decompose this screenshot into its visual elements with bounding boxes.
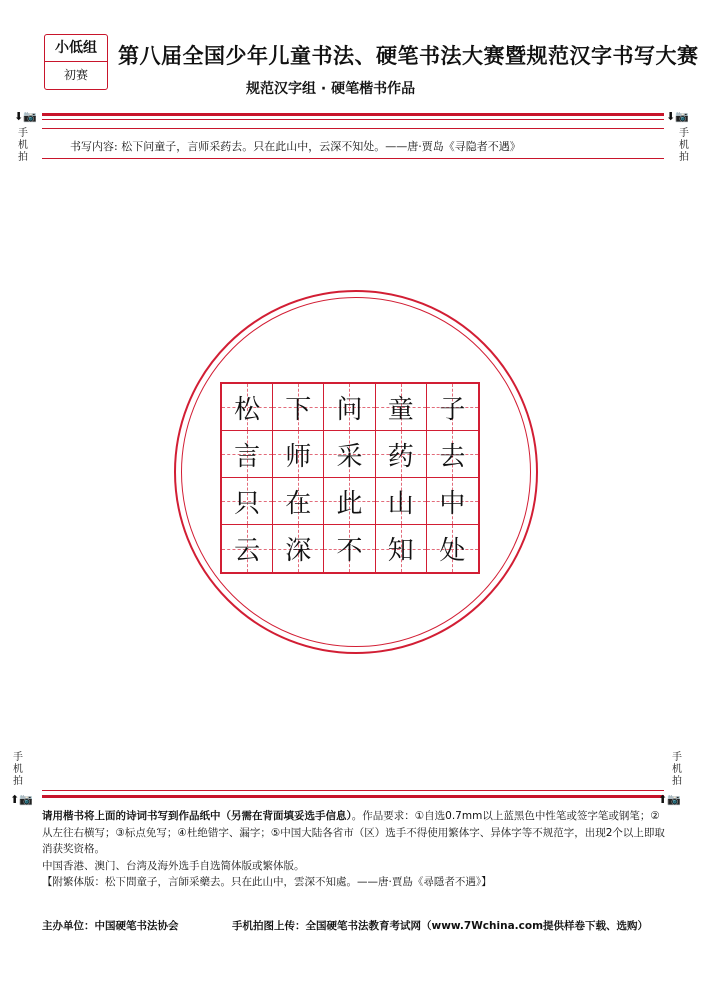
grid-cell — [376, 478, 427, 525]
grid-character: 药 — [387, 441, 414, 472]
grid-character: 师 — [285, 441, 312, 472]
badge-group-label: 小低组 — [45, 35, 107, 62]
grid-character: 处 — [439, 536, 466, 566]
grid-character: 在 — [285, 488, 312, 519]
grid-cell — [427, 478, 478, 525]
grid-character: 不 — [336, 536, 363, 566]
grid-cell — [273, 384, 324, 431]
grid-character: 下 — [285, 394, 312, 425]
content-rule-bottom — [42, 158, 664, 159]
grid-cell — [324, 478, 375, 525]
grid-cell — [222, 431, 273, 478]
grid-character: 子 — [439, 394, 466, 425]
page-title: 第八届全国少年儿童书法、硬笔书法大赛暨规范汉字书写大赛 — [118, 43, 699, 68]
bottom-rule-thin — [42, 790, 664, 791]
writing-content-text: 松下问童子，言师采药去。只在此山中，云深不知处。——唐·贾岛《寻隐者不遇》 — [121, 140, 521, 153]
grid-cell — [222, 384, 273, 431]
grid-character: 深 — [285, 536, 312, 566]
grid-character: 言 — [234, 441, 261, 472]
grid-cell — [376, 525, 427, 572]
grid-character: 中 — [439, 488, 466, 519]
grid-character: 松 — [234, 394, 261, 425]
footer-upload: 手机拍图上传：全国硬笔书法教育考试网（www.7Wchina.com提供样卷下载、选购） — [232, 920, 649, 932]
instructions-lead: 请用楷书将上面的诗词书写到作品纸中（另需在背面填妥选手信息） — [42, 810, 352, 822]
side-label-top-right: 手机拍 — [679, 128, 689, 163]
grid-cell — [273, 478, 324, 525]
grid-cell — [427, 525, 478, 572]
grid-cell — [222, 525, 273, 572]
top-rule-thin — [42, 119, 664, 120]
grid-cell — [324, 384, 375, 431]
grid-cell — [376, 384, 427, 431]
instructions-hk-note: 中国香港、澳门、台湾及海外选手自选简体版或繁体版。 — [42, 859, 305, 872]
writing-content-label: 书写内容: — [70, 140, 118, 153]
grid-character: 采 — [336, 441, 363, 472]
grid-character: 童 — [387, 394, 414, 425]
grid-cell — [222, 478, 273, 525]
grid-character: 问 — [336, 394, 363, 425]
group-badge — [44, 34, 108, 90]
grid-character: 去 — [439, 441, 466, 472]
writing-content — [70, 138, 521, 154]
bottom-rule-thick — [42, 795, 664, 798]
content-rule-top — [42, 128, 664, 129]
grid-cell — [324, 431, 375, 478]
camera-marker-bottom-left: ⬆📷 — [10, 793, 33, 806]
page-subtitle: 规范汉字组 · 硬笔楷书作品 — [246, 81, 416, 97]
grid-character: 只 — [234, 488, 261, 519]
grid-character: 云 — [234, 536, 261, 566]
grid-cell — [324, 525, 375, 572]
grid-cell — [427, 384, 478, 431]
grid-character: 知 — [387, 536, 414, 566]
grid-cell — [273, 431, 324, 478]
side-label-bottom-left: 手机拍 — [13, 752, 23, 787]
camera-marker-top-right: ⬇📷 — [666, 110, 689, 123]
instructions-body: 。作品要求：①自选0.7mm以上蓝黑色中性笔或签字笔或钢笔；②从左往右横写；③标点免写；④杜绝错字、漏字；⑤中国大陆各省市（区）选手不得使用繁体字、异体字等不规范字，出现2个以上即取消获奖资格。 — [42, 810, 665, 855]
grid-cell — [376, 431, 427, 478]
side-label-bottom-right: 手机拍 — [672, 752, 682, 787]
top-rule-thick — [42, 113, 664, 116]
instructions — [42, 808, 670, 891]
character-grid — [220, 382, 480, 574]
grid-cell — [427, 431, 478, 478]
grid-character: 此 — [336, 488, 363, 519]
camera-marker-bottom-right: ⬆📷 — [658, 793, 681, 806]
camera-marker-top-left: ⬇📷 — [14, 110, 37, 123]
grid-character: 山 — [387, 488, 414, 519]
badge-stage-label: 初赛 — [63, 68, 88, 82]
side-label-top-left: 手机拍 — [18, 128, 28, 163]
instructions-traditional: 【附繁体版：松下問童子，言師采藥去。只在此山中，雲深不知處。——唐·賈島《尋隱者不遇》】 — [42, 876, 492, 888]
footer-organizer: 主办单位：中国硬笔书法协会 — [42, 920, 179, 932]
grid-cell — [273, 525, 324, 572]
